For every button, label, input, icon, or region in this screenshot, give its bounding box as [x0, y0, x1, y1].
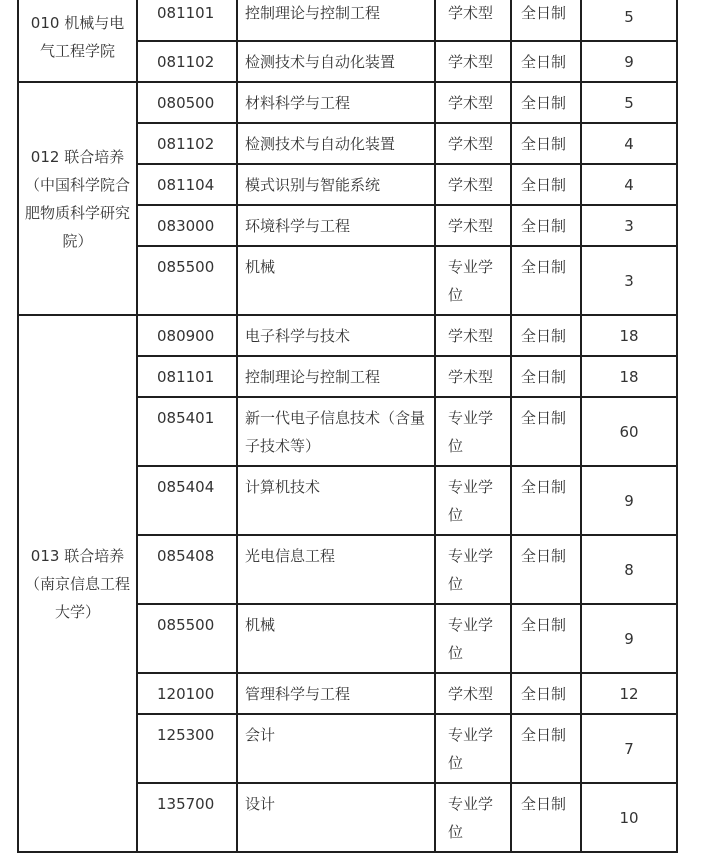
major-code-cell: 085401: [137, 397, 237, 466]
enrollment-table-body: [18, 0, 677, 852]
table-row: [18, 82, 677, 123]
major-name-cell: 材料科学与工程: [237, 82, 435, 123]
major-code-cell: 081101: [137, 0, 237, 41]
quota-cell: 9: [581, 604, 677, 673]
quota-cell: 60: [581, 397, 677, 466]
major-code-cell: 085500: [137, 246, 237, 315]
major-code-cell: 080500: [137, 82, 237, 123]
quota-cell: 12: [581, 673, 677, 714]
major-code-cell: 125300: [137, 714, 237, 783]
major-code-cell: 081104: [137, 164, 237, 205]
degree-type-cell: 学术型: [435, 673, 511, 714]
degree-type-cell: 学术型: [435, 82, 511, 123]
major-name-cell: 光电信息工程: [237, 535, 435, 604]
degree-type-cell: 学术型: [435, 41, 511, 82]
degree-type-cell: 学术型: [435, 315, 511, 356]
major-name-cell: 模式识别与智能系统: [237, 164, 435, 205]
major-name-cell: 机械: [237, 604, 435, 673]
quota-cell: 8: [581, 535, 677, 604]
major-code-cell: 135700: [137, 783, 237, 852]
major-name-cell: 电子科学与技术: [237, 315, 435, 356]
major-code-cell: 085408: [137, 535, 237, 604]
quota-cell: 18: [581, 356, 677, 397]
major-name-cell: 环境科学与工程: [237, 205, 435, 246]
enrollment-table: [17, 0, 678, 853]
study-mode-cell: 全日制: [511, 466, 581, 535]
major-name-cell: 检测技术与自动化装置: [237, 41, 435, 82]
study-mode-cell: 全日制: [511, 205, 581, 246]
major-name-cell: 控制理论与控制工程: [237, 356, 435, 397]
quota-cell: 3: [581, 246, 677, 315]
study-mode-cell: 全日制: [511, 41, 581, 82]
degree-type-cell: 学术型: [435, 356, 511, 397]
study-mode-cell: 全日制: [511, 246, 581, 315]
degree-type-cell: 专业学位: [435, 246, 511, 315]
degree-type-cell: 专业学位: [435, 535, 511, 604]
quota-cell: 3: [581, 205, 677, 246]
study-mode-cell: 全日制: [511, 604, 581, 673]
quota-cell: 18: [581, 315, 677, 356]
college-cell: 012 联合培养（中国科学院合肥物质科学研究院）: [18, 82, 137, 315]
quota-cell: 4: [581, 164, 677, 205]
major-name-cell: 计算机技术: [237, 466, 435, 535]
major-name-cell: 新一代电子信息技术（含量子技术等）: [237, 397, 435, 466]
study-mode-cell: 全日制: [511, 0, 581, 41]
quota-cell: 10: [581, 783, 677, 852]
degree-type-cell: 学术型: [435, 164, 511, 205]
table-row: [18, 315, 677, 356]
quota-cell: 4: [581, 123, 677, 164]
major-name-cell: 机械: [237, 246, 435, 315]
degree-type-cell: 学术型: [435, 123, 511, 164]
major-name-cell: 管理科学与工程: [237, 673, 435, 714]
major-code-cell: 085404: [137, 466, 237, 535]
degree-type-cell: 专业学位: [435, 466, 511, 535]
study-mode-cell: 全日制: [511, 714, 581, 783]
study-mode-cell: 全日制: [511, 123, 581, 164]
study-mode-cell: 全日制: [511, 397, 581, 466]
study-mode-cell: 全日制: [511, 673, 581, 714]
table-row: [18, 0, 677, 41]
study-mode-cell: 全日制: [511, 783, 581, 852]
college-cell: 013 联合培养（南京信息工程大学）: [18, 315, 137, 852]
major-name-cell: 控制理论与控制工程: [237, 0, 435, 41]
major-name-cell: 检测技术与自动化装置: [237, 123, 435, 164]
major-code-cell: 081101: [137, 356, 237, 397]
major-code-cell: 083000: [137, 205, 237, 246]
major-name-cell: 设计: [237, 783, 435, 852]
degree-type-cell: 学术型: [435, 0, 511, 41]
degree-type-cell: 专业学位: [435, 783, 511, 852]
degree-type-cell: 专业学位: [435, 714, 511, 783]
degree-type-cell: 专业学位: [435, 397, 511, 466]
major-code-cell: 081102: [137, 41, 237, 82]
study-mode-cell: 全日制: [511, 356, 581, 397]
study-mode-cell: 全日制: [511, 535, 581, 604]
study-mode-cell: 全日制: [511, 315, 581, 356]
major-code-cell: 080900: [137, 315, 237, 356]
major-code-cell: 081102: [137, 123, 237, 164]
quota-cell: 9: [581, 466, 677, 535]
quota-cell: 7: [581, 714, 677, 783]
quota-cell: 5: [581, 82, 677, 123]
major-code-cell: 085500: [137, 604, 237, 673]
major-code-cell: 120100: [137, 673, 237, 714]
quota-cell: 9: [581, 41, 677, 82]
study-mode-cell: 全日制: [511, 164, 581, 205]
degree-type-cell: 专业学位: [435, 604, 511, 673]
degree-type-cell: 学术型: [435, 205, 511, 246]
study-mode-cell: 全日制: [511, 82, 581, 123]
college-cell: 010 机械与电气工程学院: [18, 0, 137, 82]
quota-cell: 5: [581, 0, 677, 41]
major-name-cell: 会计: [237, 714, 435, 783]
